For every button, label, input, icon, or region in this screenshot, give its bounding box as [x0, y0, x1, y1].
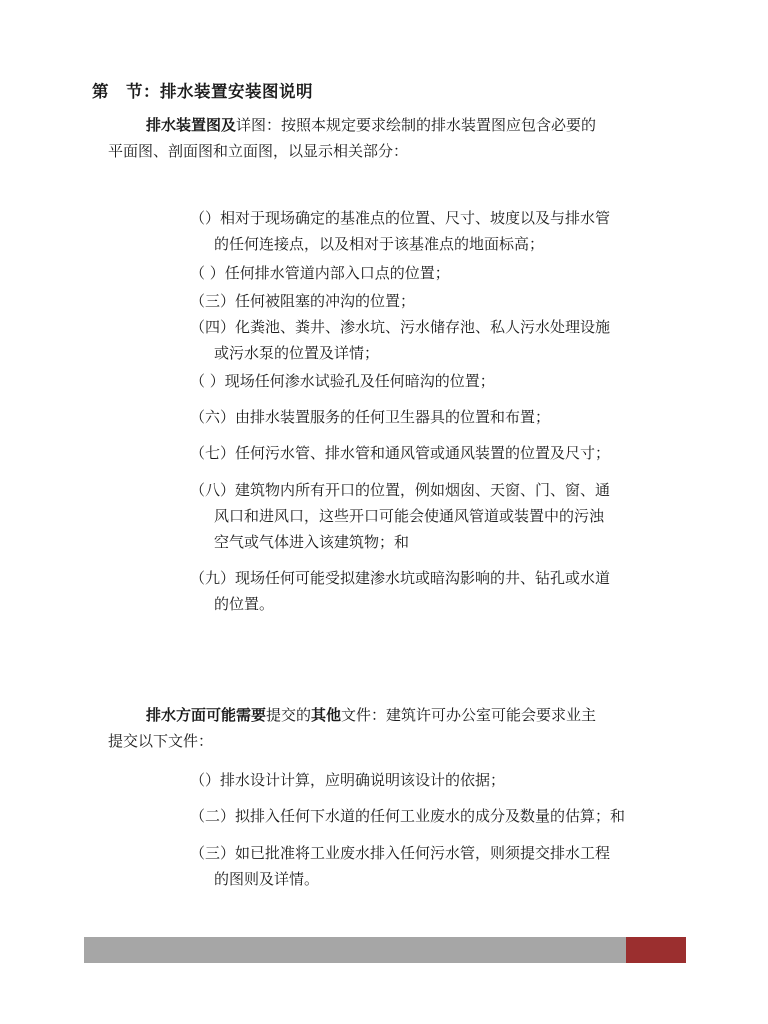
other-documents-text-1: 提交的	[266, 706, 312, 724]
other-documents-paragraph	[108, 702, 688, 754]
list-item	[190, 477, 690, 555]
list-item-number: （三）	[190, 292, 236, 310]
list-item	[190, 288, 690, 314]
list-item	[190, 767, 690, 793]
list-item	[190, 440, 690, 466]
drawings-paragraph-text: 详图：按照本规定要求绘制的排水装置图应包含必要的	[236, 116, 597, 134]
list-item-number: （七）	[190, 444, 236, 462]
list-item	[190, 840, 690, 892]
list-item-text-cont: 的位置。	[214, 595, 275, 613]
list-item-number: （）	[190, 771, 221, 789]
list-item-number: （三）	[190, 844, 236, 862]
drawings-paragraph-line2: 平面图、剖面图和立面图，以显示相关部分：	[108, 142, 409, 160]
other-documents-text-2: 文件：建筑许可办公室可能会要求业主	[341, 706, 597, 724]
list-item	[190, 404, 690, 430]
list-item-text: 排水设计计算，应明确说明该设计的依据；	[220, 771, 506, 789]
list-item-text: 化粪池、粪井、渗水坑、污水储存池、私人污水处理设施	[235, 318, 611, 336]
list-item	[190, 314, 690, 366]
list-item-number: （二）	[190, 807, 236, 825]
drawings-paragraph	[108, 112, 688, 164]
footer-bar	[84, 937, 626, 963]
list-item-text-cont: 的图则及详情。	[214, 870, 320, 888]
list-item-text-cont: 的任何连接点，以及相对于该基准点的地面标高；	[214, 235, 545, 253]
drawings-paragraph-bold: 排水装置图及	[146, 116, 237, 134]
other-documents-bold-1: 排水方面可能需要	[146, 706, 267, 724]
list-item-text: 现场任何可能受拟建渗水坑或暗沟影响的井、钻孔或水道	[235, 569, 611, 587]
list-item	[190, 205, 690, 257]
list-item-text: 相对于现场确定的基准点的位置、尺寸、坡度以及与排水管	[220, 209, 611, 227]
list-item-number: （六）	[190, 408, 236, 426]
list-item-text: 任何被阻塞的冲沟的位置；	[235, 292, 416, 310]
section-title: 第 节：排水装置安装图说明	[92, 82, 313, 101]
list-item-text: 拟排入任何下水道的任何工业废水的成分及数量的估算；和	[235, 807, 626, 825]
list-item-text: 任何污水管、排水管和通风管或通风装置的位置及尺寸；	[235, 444, 611, 462]
other-documents-bold-2: 其他	[311, 706, 342, 724]
list-item-number: （八）	[190, 481, 236, 499]
list-item-text: 如已批准将工业废水排入任何污水管，则须提交排水工程	[235, 844, 611, 862]
list-item	[190, 260, 690, 286]
list-item-number: （四）	[190, 318, 236, 336]
list-item-text: 任何排水管道内部入口点的位置；	[224, 264, 450, 282]
list-item	[190, 368, 690, 394]
list-item-text: 由排水装置服务的任何卫生器具的位置和布置；	[235, 408, 551, 426]
list-item-number: （）	[190, 209, 221, 227]
list-item-number: （ ）	[190, 264, 225, 282]
list-item-text-cont: 或污水泵的位置及详情；	[214, 344, 380, 362]
list-item-text-cont: 风口和进风口，这些开口可能会使通风管道或装置中的污浊	[214, 507, 605, 525]
list-item	[190, 565, 690, 617]
list-item-number: （ ）	[190, 372, 225, 390]
list-item	[190, 803, 710, 829]
list-item-number: （九）	[190, 569, 236, 587]
footer-accent	[626, 937, 686, 963]
list-item-text: 建筑物内所有开口的位置，例如烟囱、天窗、门、窗、通	[235, 481, 611, 499]
list-item-text: 现场任何渗水试验孔及任何暗沟的位置；	[224, 372, 495, 390]
list-item-text-cont: 空气或气体进入该建筑物；和	[214, 533, 410, 551]
other-documents-line2: 提交以下文件：	[108, 732, 214, 750]
